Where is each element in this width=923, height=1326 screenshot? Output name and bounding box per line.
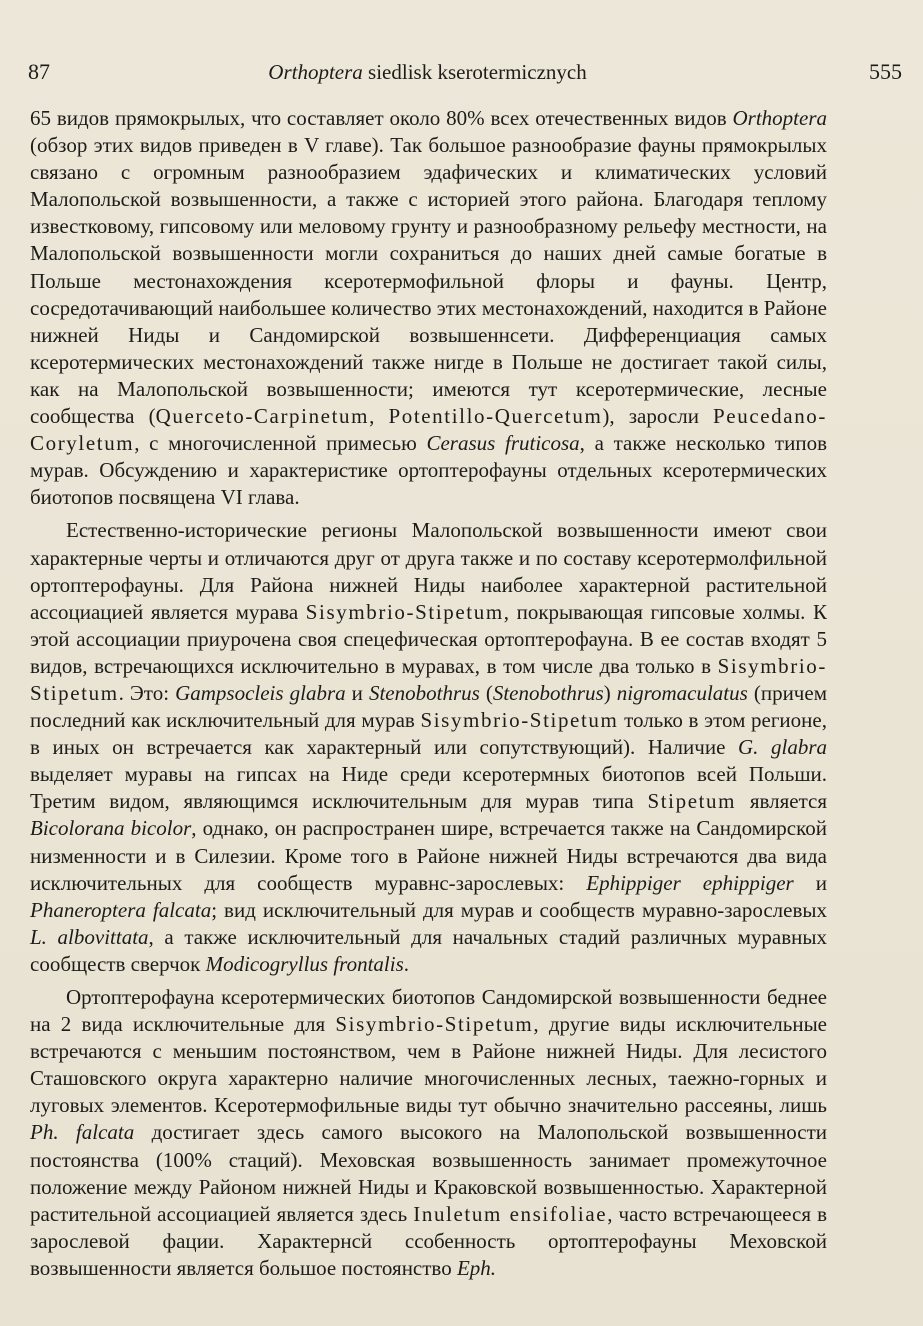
text-run: , покрывающая гипсовые холмы. К этой ассоциации приурочена своя спецефическая ортоптерофауна. В ее состав входят 5 видов, встречающихся исключительно в муравах, в том числе два только в bbox=[30, 599, 827, 678]
running-head bbox=[28, 58, 902, 86]
spaced-run: Inuletum ensifoliae bbox=[413, 1201, 608, 1226]
journal-title-rest: siedlisk kserotermicznych bbox=[362, 60, 587, 84]
italic-run: Cerasus fruticosa bbox=[426, 431, 580, 456]
text-run: , а также несколько типов мурав. Обсуждению и характеристике ортоптерофауны отдельных ксеротермических биотопов посвящена VI глава. bbox=[30, 431, 827, 510]
text-run: ; вид исключительный для мурав и сообществ муравно-зарослевых bbox=[211, 897, 827, 922]
text-run: , однако, он распространен шире, встречается также на Сандомирской низменности и в Силезии. Кроме того в Районе нижней Ниды встречаются два вида исключительных для сообществ муравнс-зарослевых: bbox=[30, 816, 827, 895]
page-number-left: 87 bbox=[28, 59, 50, 84]
text-run: ), заросли bbox=[602, 404, 714, 429]
italic-run: Phaneroptera falcata bbox=[30, 897, 212, 922]
page-number-right: 555 bbox=[869, 59, 902, 84]
paragraph-3 bbox=[30, 984, 827, 1282]
spaced-run: Sisymbrio-Stipetum bbox=[420, 708, 619, 733]
text-run: выделяет муравы на гипсах на Ниде среди ксеротермных биотопов всей Польши. Третим видом, являющимся исключительным для мурав типа bbox=[30, 762, 827, 814]
text-run: ( bbox=[479, 680, 493, 705]
text-run: , а также исключительный для начальных стадий различных муравных сообществ сверчок bbox=[30, 924, 827, 976]
spaced-run: Sisymbrio-Stipetum bbox=[305, 599, 504, 624]
journal-title bbox=[28, 58, 827, 86]
text-run: только в этом регионе, в иных он встречается как характерный или сопутствующий). Наличие bbox=[30, 708, 827, 760]
journal-title-italic: Orthoptera bbox=[268, 60, 363, 84]
spaced-run: Peucedano-Coryletum bbox=[30, 404, 827, 456]
spaced-run: Querceto-Carpinetum bbox=[155, 404, 370, 429]
text-run: (обзор этих видов приведен в V главе). Так большое разнообразие фауны прямокрылых связано с огромным разнообразием эдафических и климатических условий Малопольской возвышенности, а также с историей этого района. Благодаря теплому известковому, гипсовому или меловому грунту и разнообразному рельефу местности, на Малопольской возвышенности могли сохраниться до наших дней самые богатые в Польше местонахождения ксеротермофильной флоры и фауны. Центр, сосредотачивающий наибольшее количество этих местонахождений, находится в Районе нижней Ниды и Сандомирской возвышеннсети. Дифференциация самых ксеротермических местонахождений также нигде в Польше не достигает такой силы, как на Малопольской возвышенности; имеются тут ксеротермические, лесные сообщества ( bbox=[30, 133, 827, 429]
spaced-run: Stipetum bbox=[647, 789, 737, 814]
italic-run: Orthoptera bbox=[732, 106, 827, 130]
text-run: Ортоптерофауна ксеротермических биотопов Сандомирской возвышенности беднее на 2 вида исключительные для bbox=[30, 985, 827, 1037]
body-text bbox=[30, 105, 827, 1282]
text-run: , часто встречающееся в зарослевой фации. Характернсй ссобенность ортоптерофауны Меховской возвышенности является большое постоянство bbox=[30, 1201, 827, 1280]
italic-run: L. albovittata bbox=[30, 924, 149, 949]
italic-run: Ph. falcata bbox=[30, 1120, 135, 1145]
text-run: , другие виды исключительные встречаются с меньшим постоянством, чем в Районе нижней Ниды. Для лесистого Сташовского округа характерно наличие многочисленных лесных, таежно-горных и луговых элементов. Ксеротермофильные виды тут обычно значительно рассеяны, лишь bbox=[30, 1012, 827, 1118]
text-run: Естественно-исторические регионы Малопольской возвышенности имеют свои характерные черты и отличаются друг от друга также и по составу ксеротермолфильной ортоптерофауны. Для Района нижней Ниды наиболее характерной растительной ассоциацией является мурава bbox=[30, 518, 827, 624]
spaced-run: Potentillo-Quercetum bbox=[388, 404, 603, 429]
italic-run: Ephippiger ephippiger bbox=[586, 870, 794, 895]
text-run: 65 видов прямокрылых, что составляет около 80% всех отечественных видов bbox=[30, 106, 733, 130]
text-run: , bbox=[369, 404, 389, 429]
text-run: достигает здесь самого высокого на Малопольской возвышенности постоянства (100% стаций). Меховская возвышенность занимает промежуточное положение между Районом нижней Ниды и Краковской возвышенностью. Характерной растительной ассоциацией является здесь bbox=[30, 1120, 827, 1226]
paragraph-1 bbox=[30, 105, 827, 511]
text-run: , с многочисленной примесью bbox=[134, 431, 427, 456]
italic-run: Stenobothrus bbox=[492, 680, 604, 705]
text-run: . bbox=[403, 951, 409, 976]
italic-run: Gampsocleis glabra bbox=[175, 680, 346, 705]
text-run: (причем последний как исключительный для мурав bbox=[30, 680, 827, 733]
text-run: является bbox=[736, 789, 828, 814]
italic-run: nigromaculatus bbox=[616, 680, 748, 705]
spaced-run: Sisymbrio-Stipetum bbox=[30, 653, 827, 705]
spaced-run: Sisymbrio-Stipetum bbox=[335, 1012, 534, 1037]
paragraph-2 bbox=[30, 517, 827, 978]
text-run: . Это: bbox=[118, 680, 176, 705]
italic-run: Stenobothrus bbox=[368, 680, 480, 705]
text-run: и bbox=[793, 870, 827, 895]
text-run: и bbox=[345, 680, 369, 705]
italic-run: Eph. bbox=[456, 1255, 497, 1280]
text-run: ) bbox=[603, 680, 617, 705]
italic-run: Bicolorana bicolor bbox=[30, 816, 192, 841]
italic-run: Modicogryllus frontalis bbox=[205, 951, 404, 976]
italic-run: G. glabra bbox=[737, 735, 827, 760]
